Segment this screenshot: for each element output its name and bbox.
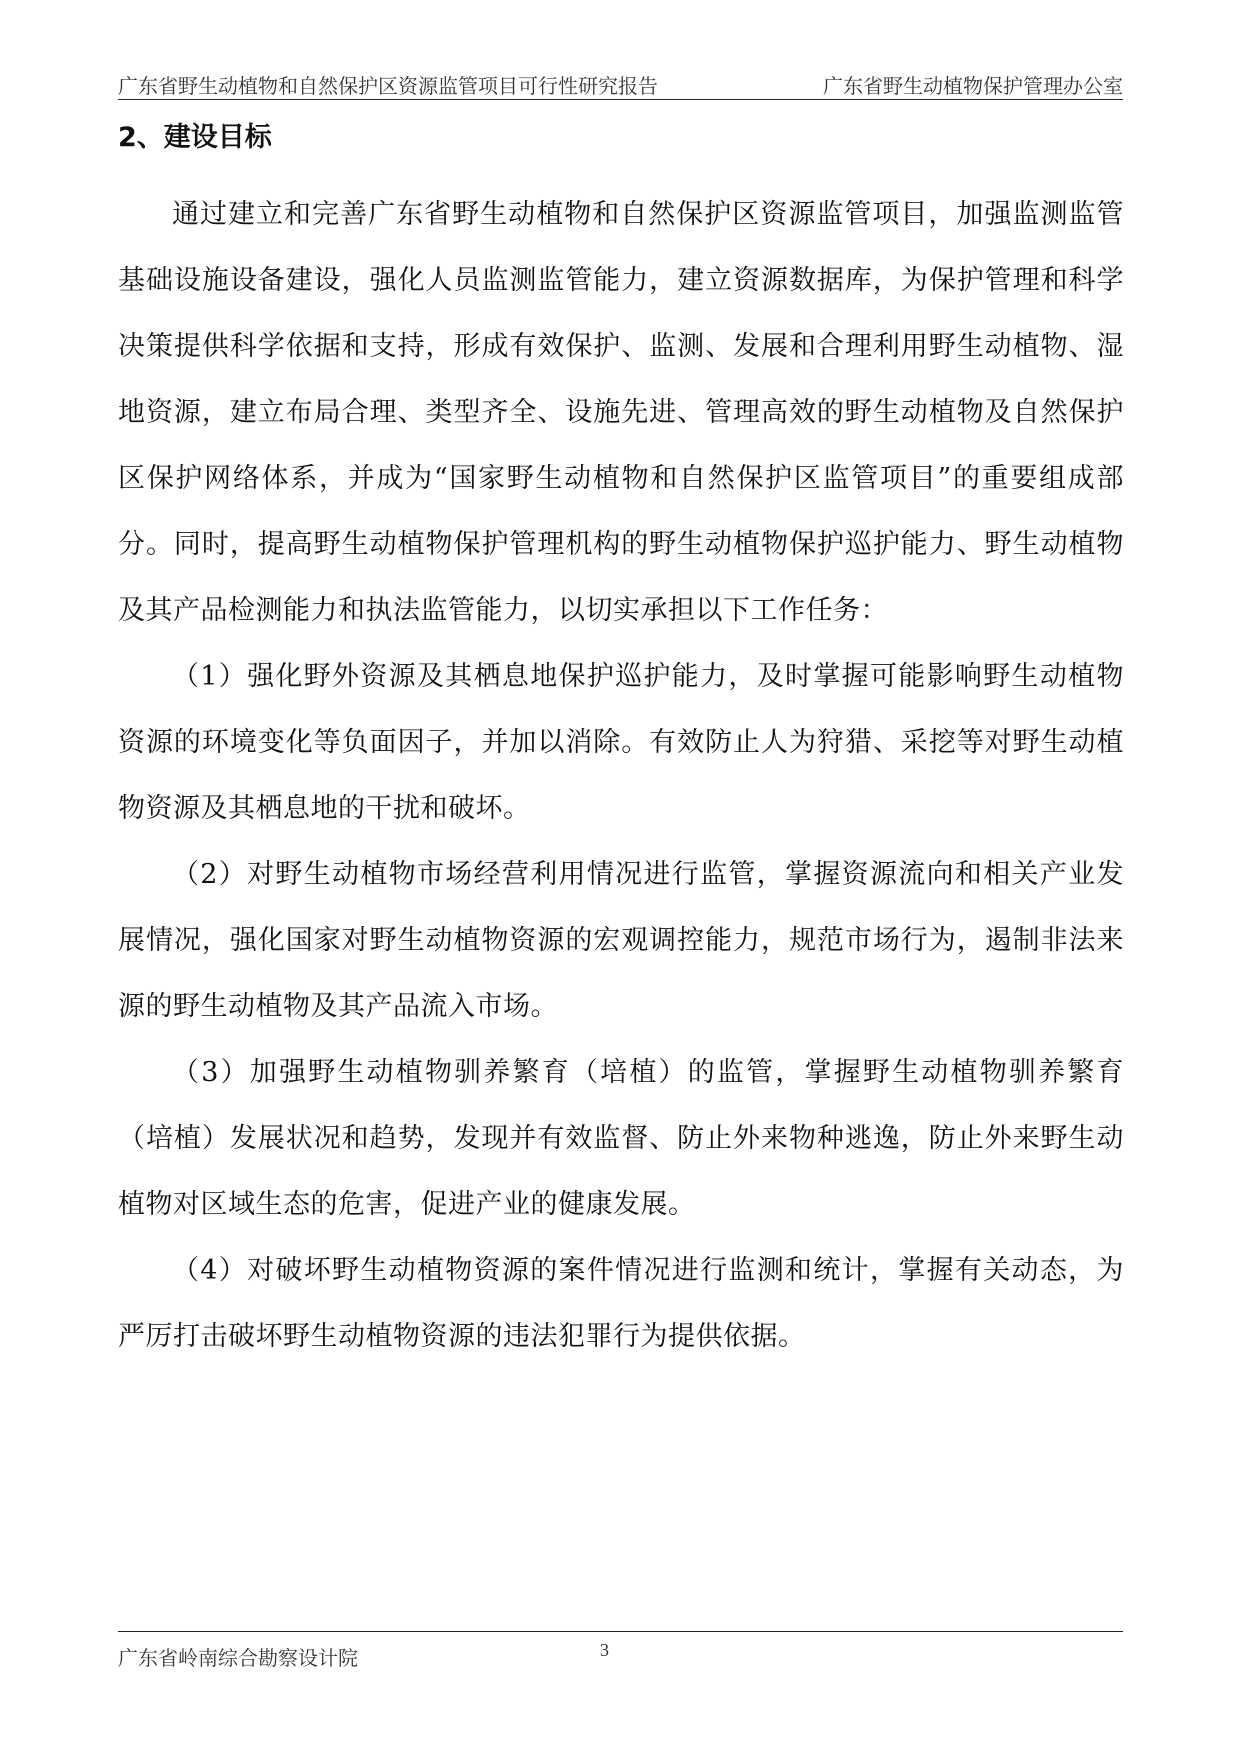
paragraph-intro: 通过建立和完善广东省野生动植物和自然保护区资源监管项目，加强监测监管基础设施设备建设，强化人员监测监管能力，建立资源数据库，为保护管理和科学决策提供科学依据和支持，形成有效保护、监测、发展和合理利用野生动植物、湿地资源，建立布局合理、类型齐全、设施先进、管理高效的野生动植物及自然保护区保护网络体系，并成为“国家野生动植物和自然保护区监管项目”的重要组成部分。同时，提高野生动植物保护管理机构的野生动植物保护巡护能力、野生动植物及其产品检测能力和执法监管能力，以切实承担以下工作任务：: [118, 199, 1124, 626]
paragraph-task-3: （3）加强野生动植物驯养繁育（培植）的监管，掌握野生动植物驯养繁育（培植）发展状况和趋势，发现并有效监督、防止外来物种逃逸，防止外来野生动植物对区域生态的危害，促进产业的健康发展。: [118, 1057, 1124, 1220]
paragraph-task-1: （1）强化野外资源及其栖息地保护巡护能力，及时掌握可能影响野生动植物资源的环境变化等负面因子，并加以消除。有效防止人为狩猎、采挖等对野生动植物资源及其栖息地的干扰和破坏。: [118, 661, 1124, 824]
header-divider: [118, 99, 1123, 100]
page-number: 3: [600, 1640, 609, 1660]
footer-divider: [118, 1631, 1123, 1632]
footer-organization: 广东省岭南综合勘察设计院: [118, 1646, 358, 1670]
paragraph-task-4: （4）对破坏野生动植物资源的案件情况进行监测和统计，掌握有关动态，为严厉打击破坏野生动植物资源的违法犯罪行为提供依据。: [118, 1255, 1124, 1352]
section-heading: 2、建设目标: [118, 122, 272, 153]
paragraph-task-2: （2）对野生动植物市场经营利用情况进行监管，掌握资源流向和相关产业发展情况，强化国家对野生动植物资源的宏观调控能力，规范市场行为，遏制非法来源的野生动植物及其产品流入市场。: [118, 859, 1124, 1022]
page-header: [118, 70, 1123, 100]
header-office-name: 广东省野生动植物保护管理办公室: [823, 74, 1123, 98]
section-body: [118, 182, 1124, 1370]
header-report-title: 广东省野生动植物和自然保护区资源监管项目可行性研究报告: [118, 74, 658, 98]
